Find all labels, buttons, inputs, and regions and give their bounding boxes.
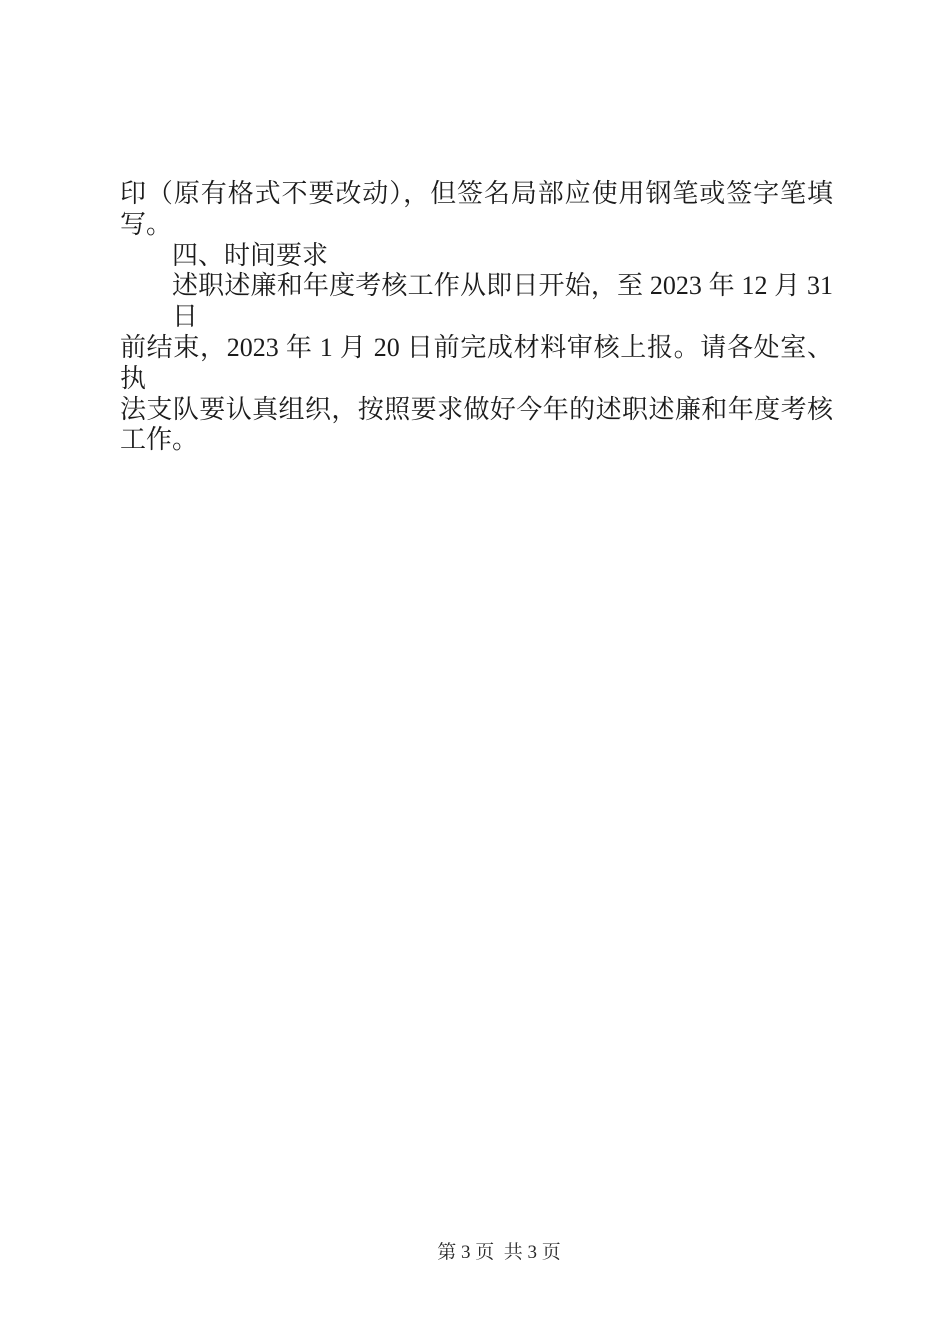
body-line-paragraph-end: 工作。	[120, 425, 199, 455]
body-line: 法支队要认真组织，按照要求做好今年的述职述廉和年度考核	[120, 394, 833, 424]
body-line-continuation: 印（原有格式不要改动），但签名局部应使用钢笔或签字笔填	[120, 179, 833, 208]
body-line: 述职述廉和年度考核工作从即日开始，至 2023 年 12 月 31 日	[172, 271, 833, 332]
body-line-continuation-end: 写。	[120, 209, 173, 239]
document-text-block	[120, 179, 833, 456]
page-number-footer: 第 3 页 共 3 页	[437, 1242, 561, 1263]
section-heading: 四、时间要求	[172, 240, 329, 270]
body-line: 前结束，2023 年 1 月 20 日前完成材料审核上报。请各处室、执	[120, 332, 833, 393]
